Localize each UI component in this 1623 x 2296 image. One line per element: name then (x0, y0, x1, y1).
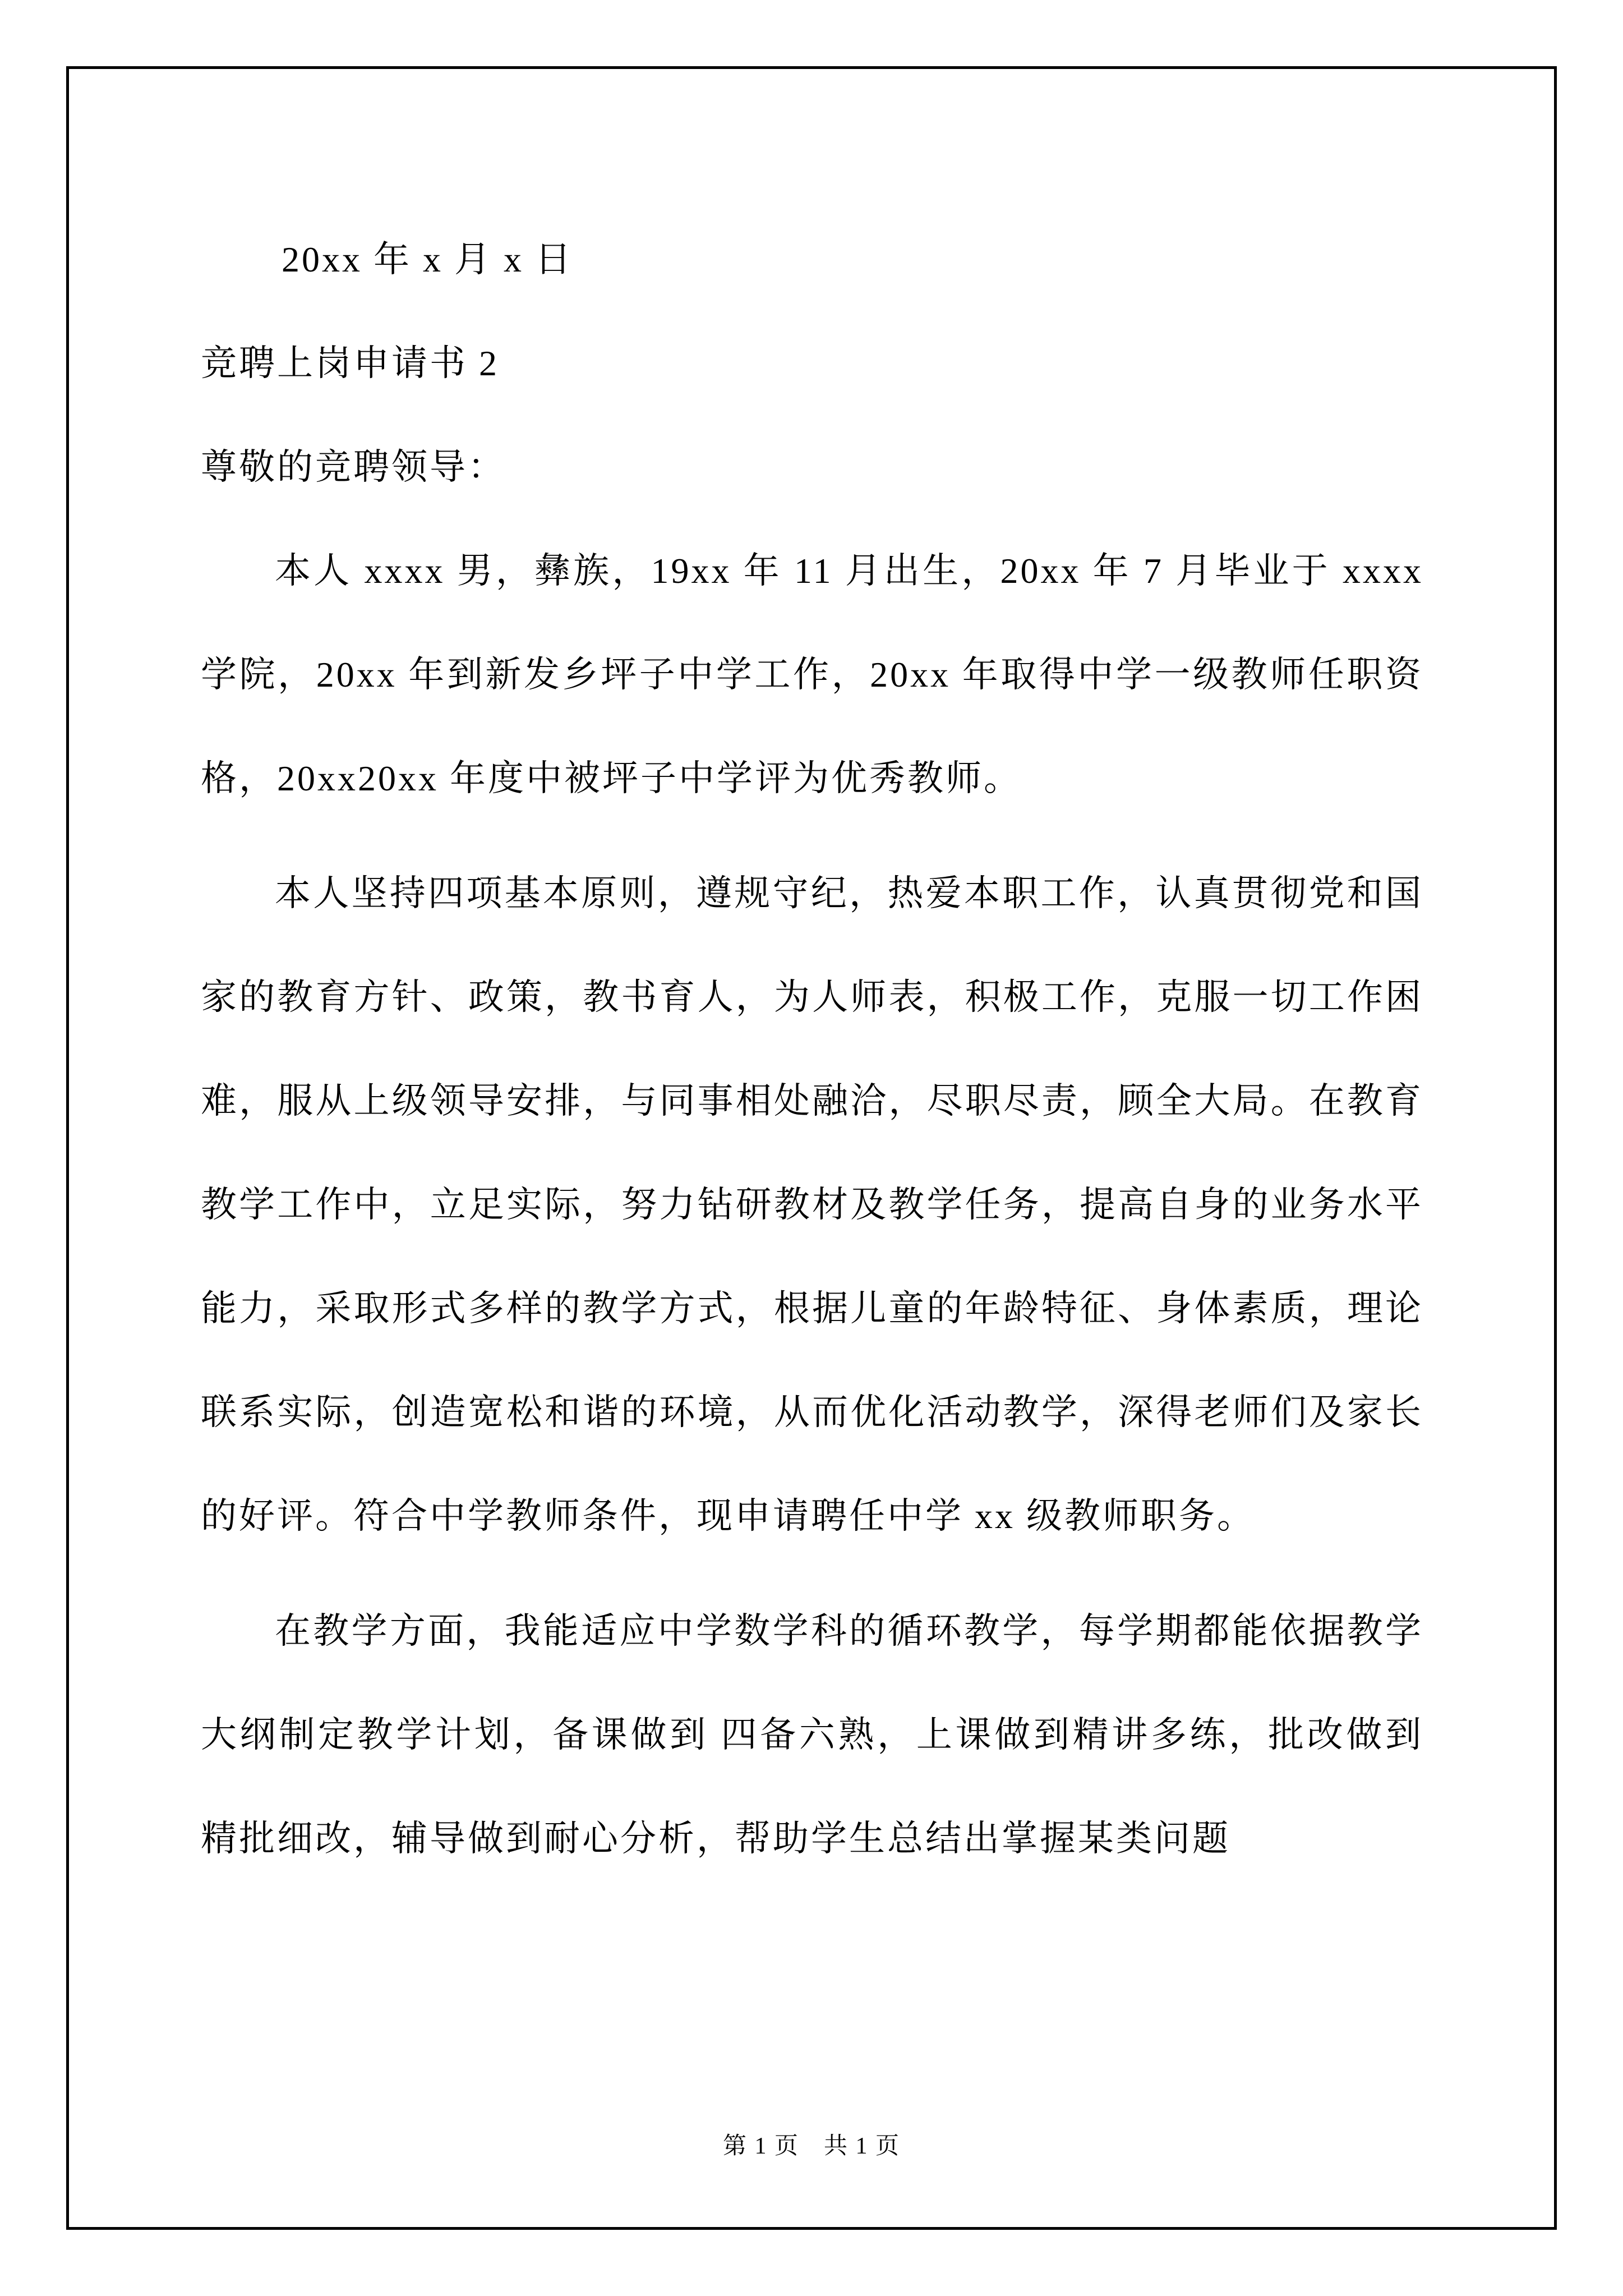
document-title: 竞聘上岗申请书 2 (201, 343, 499, 383)
page-footer: 第 1 页 共 1 页 (722, 2133, 900, 2159)
paragraph-intro: 本人 xxxx 男，彝族，19xx 年 11 月出生，20xx 年 7 月毕业于 xxxx 学院，20xx 年到新发乡坪子中学工作，20xx 年取得中学一级教师任职资格，20xx20xx 年度中被坪子中学评为优秀教师。 (201, 551, 1423, 798)
salutation: 尊敬的竞聘领导： (201, 447, 506, 487)
date-line: 20xx 年 x 月 x 日 (282, 240, 573, 279)
paragraph-work-attitude: 本人坚持四项基本原则，遵规守纪，热爱本职工作，认真贯彻党和国家的教育方针、政策，教书育人，为人师表，积极工作，克服一切工作困难，服从上级领导安排，与同事相处融洽，尽职尽责，顾全大局。在教育教学工作中，立足实际，努力钻研教材及教学任务，提高自身的业务水平能力，采取形式多样的教学方式，根据儿童的年龄特征、身体素质，理论联系实际，创造宽松和谐的环境，从而优化活动教学，深得老师们及家长的好评。符合中学教师条件，现申请聘任中学 xx 级教师职务。 (201, 873, 1423, 1536)
document-body (201, 208, 1423, 1890)
paragraph-teaching: 在教学方面，我能适应中学数学科的循环教学，每学期都能依据教学大纲制定教学计划，备课做到 四备六熟，上课做到精讲多练，批改做到精批细改，辅导做到耐心分析，帮助学生总结出掌握某类问题 (201, 1611, 1423, 1858)
